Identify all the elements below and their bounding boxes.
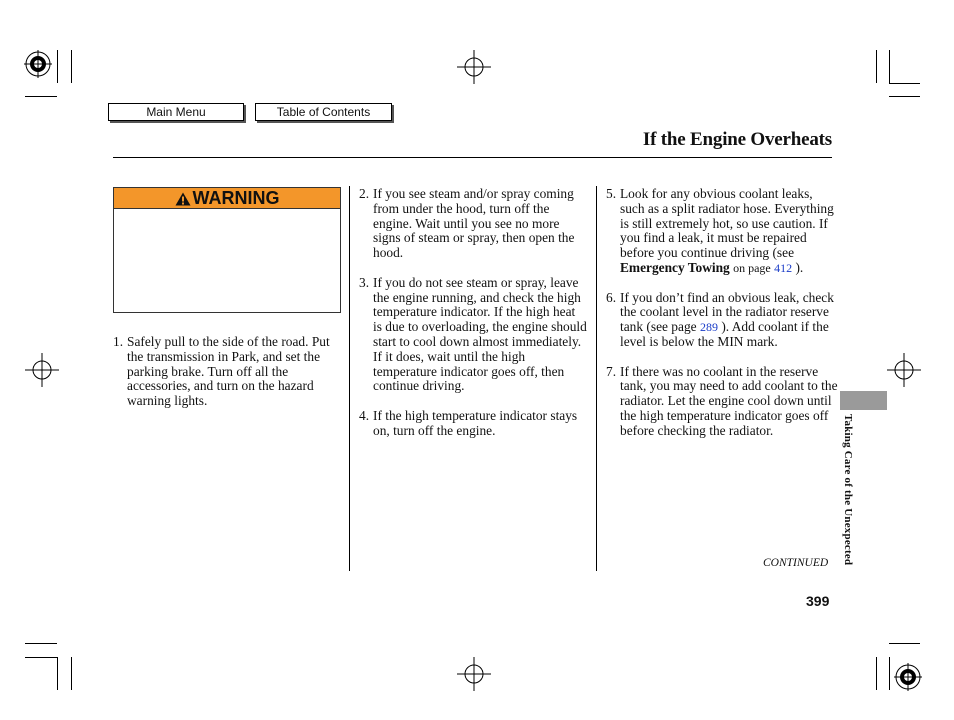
main-menu-button[interactable]: Main Menu xyxy=(108,103,244,121)
column-divider xyxy=(596,186,597,571)
column-2 xyxy=(359,187,587,439)
crosshair-icon xyxy=(25,353,59,387)
page-link[interactable]: 289 xyxy=(699,320,718,335)
list-item: 5. Look for any obvious coolant leaks, such as a split radiator hose. Everything is still extremely hot, so use caution. If you find a leak, it must be repaired before you continue driving (see Emergency Towing on page 412 ). xyxy=(606,186,834,275)
crosshair-icon xyxy=(887,353,921,387)
list-item: 3. If you do not see steam or spray, leave the engine running, and check the high temperature indicator. If the high heat is due to overloading, the engine should start to cool down almost immediately. If it does, wait until the high temperature indicator goes off, then continue driving. xyxy=(359,274,587,394)
cross-reference-title: Emergency Towing xyxy=(620,259,730,275)
warning-triangle-icon xyxy=(175,192,191,206)
section-tab xyxy=(840,391,887,410)
warning-header xyxy=(113,187,341,209)
warning-label: WARNING xyxy=(192,188,280,208)
table-of-contents-button[interactable]: Table of Contents xyxy=(255,103,392,121)
column-3 xyxy=(606,187,838,439)
page-title: If the Engine Overheats xyxy=(642,129,832,150)
registration-target-icon xyxy=(894,663,922,691)
section-label: Taking Care of the Unexpected xyxy=(842,414,854,566)
list-item: 1. Safely pull to the side of the road. Put the transmission in Park, and set the parking brake. Turn off all the accessories, and turn on the hazard warning lights. xyxy=(113,334,330,409)
column-divider xyxy=(349,186,350,571)
list-item: 7. If there was no coolant in the reserve tank, you may need to add coolant to the radiator. Let the engine cool down until the high temperature indicator goes off before checking the radiator. xyxy=(606,363,838,438)
registration-target-icon xyxy=(24,50,52,78)
column-1 xyxy=(113,335,338,409)
warning-body xyxy=(113,208,341,313)
list-item: 2. If you see steam and/or spray coming from under the hood, turn off the engine. Wait until you see no more signs of steam or spray, then open the hood. xyxy=(359,186,575,261)
title-rule xyxy=(113,157,832,158)
crosshair-icon xyxy=(457,50,491,84)
continued-label: CONTINUED xyxy=(763,557,829,569)
list-item: 4. If the high temperature indicator stays on, turn off the engine. xyxy=(359,407,578,438)
crosshair-icon xyxy=(457,657,491,691)
page-number: 399 xyxy=(806,593,830,609)
list-item: 6. If you don’t find an obvious leak, check the coolant level in the radiator reserve tank (see page 289 ). Add coolant if the level is below the MIN mark. xyxy=(606,289,834,349)
page-link[interactable]: 412 xyxy=(774,260,793,275)
